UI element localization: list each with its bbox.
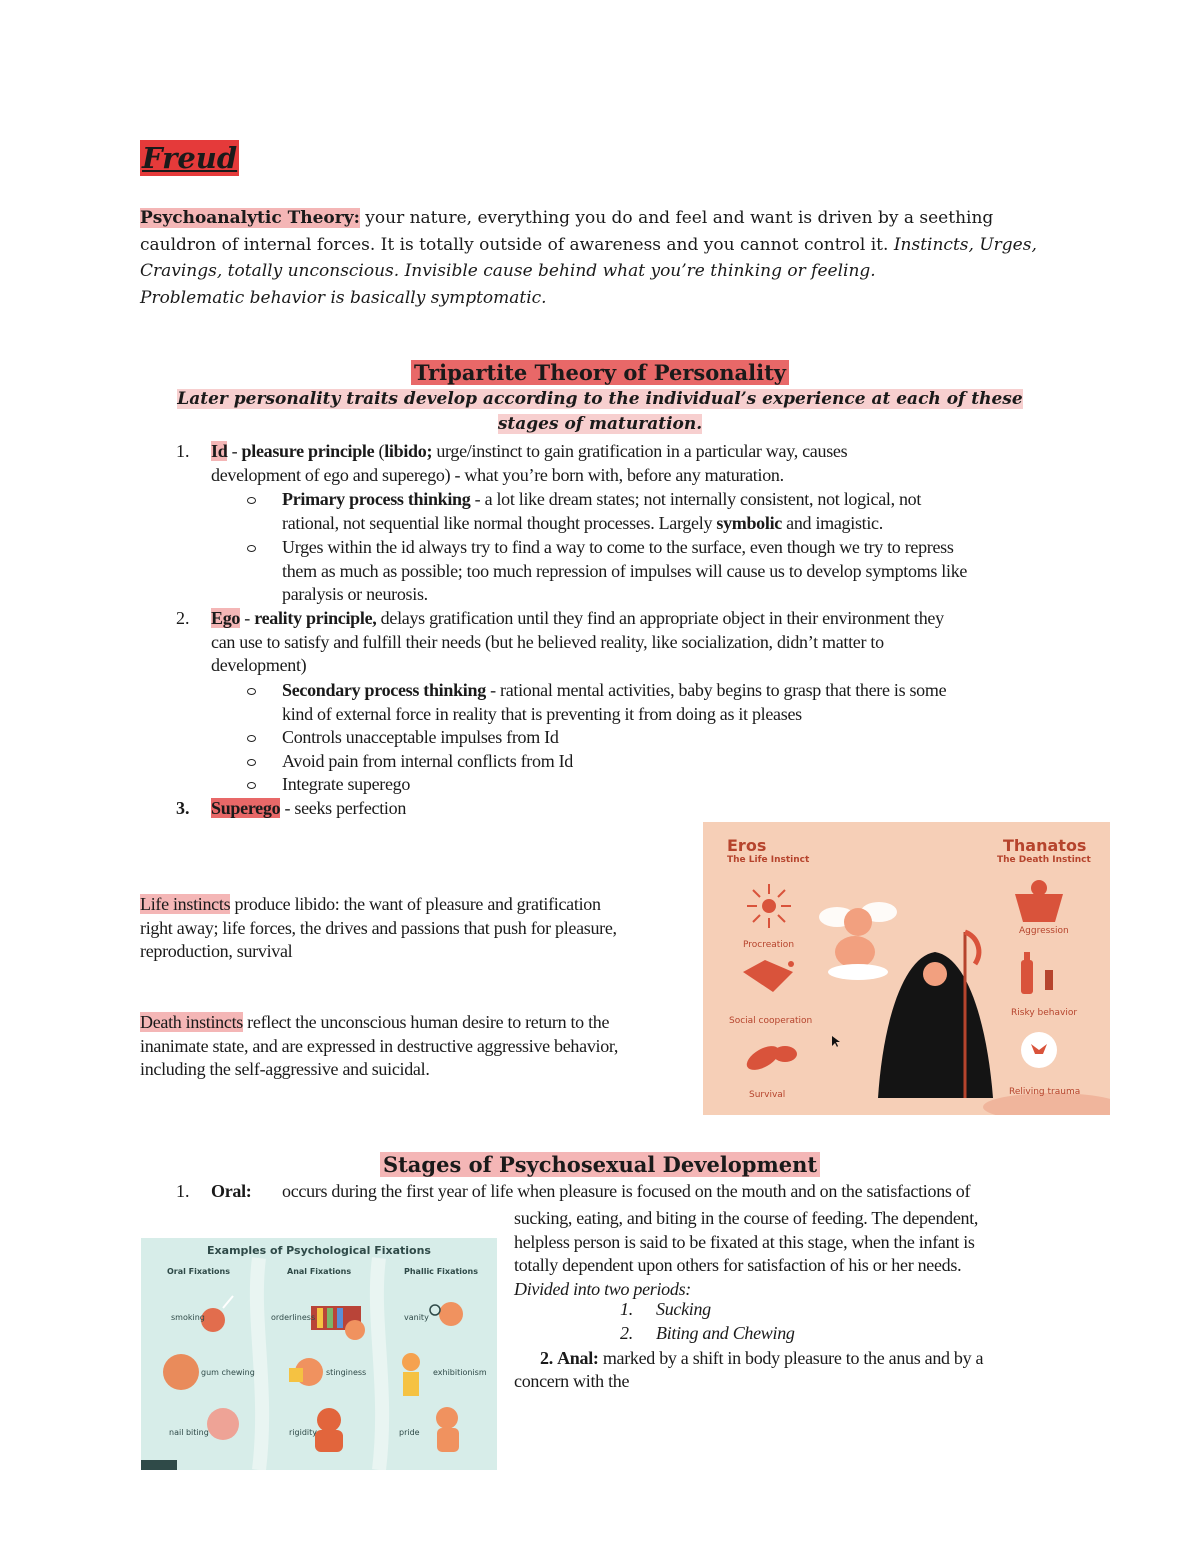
oral-fixation-label-2: gum chewing <box>201 1368 255 1377</box>
ego-item <box>211 607 1091 678</box>
death-figure-icon <box>878 932 993 1098</box>
intro-text-3: Cravings, totally unconscious. Invisible cause behind what you’re thinking or feeling. <box>140 261 876 281</box>
ego-principle: reality principle, <box>254 608 377 628</box>
eros-subtitle: The Life Instinct <box>727 855 810 865</box>
procreation-icon <box>747 884 791 928</box>
bullet-icon <box>247 782 256 789</box>
ego-b1-line2: kind of external force in reality that is preventing it from doing as it pleases <box>282 703 802 724</box>
death-line-3: including the self-aggressive and suicidal. <box>140 1059 430 1079</box>
oral-fixation-label-1: smoking <box>171 1313 205 1322</box>
list-number-superego: 3. <box>176 798 190 818</box>
intro-text-2b: Instincts, Urges, <box>893 234 1037 255</box>
oral-sub-2-num: 2. <box>620 1323 633 1343</box>
id-b2-line2: them as much as possible; too much repression of impulses will cause us to develop symptoms like <box>282 560 968 581</box>
pride-icon <box>436 1407 459 1452</box>
oral-line-2: sucking, eating, and biting in the course of feeding. The dependent, <box>514 1208 979 1228</box>
death-line-1: reflect the unconscious human desire to return to the <box>242 1012 610 1032</box>
life-instincts-term: Life instincts <box>140 894 231 914</box>
oral-paragraph <box>514 1207 1084 1301</box>
id-b2-line1: Urges within the id always try to find a way to come to the surface, even though we try to repress <box>282 537 954 557</box>
id-b1-symbolic: symbolic <box>716 512 782 533</box>
oral-sub-1-text <box>656 1298 711 1322</box>
intro-text-2a: cauldron of internal forces. It is totally outside of awareness and you cannot control it. <box>140 234 894 255</box>
oral-sub-2-text <box>656 1322 795 1346</box>
ego-line-3: development) <box>211 655 307 675</box>
id-rest-1: urge/instinct to gain gratification in a particular way, causes <box>432 441 848 461</box>
ego-bullet-1 <box>282 679 1082 726</box>
bullet-icon <box>247 688 256 695</box>
eros-thanatos-figure <box>703 822 1110 1115</box>
anal-fixations-heading: Anal Fixations <box>287 1267 352 1276</box>
tripartite-sub-2: stages of maturation. <box>497 414 703 434</box>
life-line-2: right away; life forces, the drives and passions that push for pleasure, <box>140 917 617 938</box>
anal-fixation-label-2: stinginess <box>326 1368 367 1377</box>
oral-term-line <box>211 1180 252 1204</box>
thanatos-subtitle: The Death Instinct <box>997 855 1091 865</box>
oral-sub-1-label: Sucking <box>656 1299 711 1319</box>
ego-line-2: can use to satisfy and fulfill their needs (but he believed reality, like socialization, didn’t matter to <box>211 631 884 652</box>
oral-line-4: totally dependent upon others for satisfaction of his or her needs. <box>514 1255 962 1275</box>
id-b1-term: Primary process thinking <box>282 489 471 509</box>
oral-term: Oral: <box>211 1181 252 1201</box>
exhibitionism-icon <box>402 1353 420 1396</box>
list-number-oral: 1. <box>176 1181 190 1201</box>
ego-term: Ego <box>211 608 241 628</box>
superego-term: Superego <box>211 798 281 818</box>
eros-label-3: Survival <box>749 1090 786 1100</box>
anal-term: Anal: <box>557 1348 599 1368</box>
anal-line-2: concern with the <box>514 1371 630 1391</box>
document-title: Freud <box>142 141 238 175</box>
anal-item <box>540 1347 1100 1371</box>
ego-b1-term: Secondary process thinking <box>282 680 486 700</box>
ego-b1-rest: - rational mental activities, baby begins to grasp that there is some <box>485 680 947 700</box>
oral-fixation-label-3: nail biting <box>169 1428 209 1437</box>
superego-item <box>211 797 406 821</box>
id-item <box>211 440 1091 487</box>
id-sep: - <box>227 441 242 461</box>
eros-label-2: Social cooperation <box>729 1016 813 1026</box>
cupid-icon <box>819 902 897 980</box>
ego-rest-1: delays gratification until they find an appropriate object in their environment they <box>376 608 944 628</box>
eros-thanatos-illustration <box>703 822 1110 1115</box>
life-line-1: produce libido: the want of pleasure and gratification <box>230 894 601 914</box>
intro-paragraph <box>140 205 1060 311</box>
list-number-id: 1. <box>176 441 190 461</box>
bullet-icon <box>247 759 256 766</box>
id-b2-line3: paralysis or neurosis. <box>282 584 428 604</box>
oral-line-5: Divided into two periods: <box>514 1278 691 1299</box>
bottle-icon <box>1021 952 1053 994</box>
oral-sub-1-num: 1. <box>620 1299 633 1319</box>
eros-label-1: Procreation <box>743 940 795 950</box>
tripartite-subheading <box>0 387 1200 437</box>
intro-term: Psychoanalytic Theory: <box>140 208 360 228</box>
phallic-fixation-label-1: vanity <box>404 1313 429 1322</box>
oral-sub-2-label: Biting and Chewing <box>656 1323 795 1343</box>
anal-fixation-label-1: orderliness <box>271 1313 316 1322</box>
eros-title: Eros <box>727 836 767 855</box>
thanatos-label-1: Aggression <box>1019 926 1069 936</box>
id-bullet-2 <box>282 536 1082 607</box>
intro-text-4: Problematic behavior is basically symptomatic. <box>140 287 547 308</box>
intro-text-1: your nature, everything you do and feel and want is driven by a seething <box>359 208 994 228</box>
thanatos-label-3: Reliving trauma <box>1009 1087 1081 1097</box>
phallic-fixations-heading: Phallic Fixations <box>404 1267 478 1276</box>
id-principle: pleasure principle <box>241 441 375 461</box>
fixations-figure <box>141 1238 497 1470</box>
thanatos-label-2: Risky behavior <box>1011 1008 1078 1018</box>
life-line-3: reproduction, survival <box>140 941 293 961</box>
anal-num: 2. <box>540 1348 553 1368</box>
id-libido: libido; <box>384 441 433 461</box>
id-b1-rest: - a lot like dream states; not internally consistent, not logical, not <box>470 489 922 509</box>
fixations-title: Examples of Psychological Fixations <box>207 1244 431 1257</box>
gum-chewing-icon <box>163 1354 199 1390</box>
id-term: Id <box>211 441 228 461</box>
anal-line-1: marked by a shift in body pleasure to the anus and by a <box>598 1348 984 1368</box>
aggression-icon <box>1015 880 1063 922</box>
id-paren: ( <box>374 441 385 461</box>
anal-fixation-label-3: rigidity <box>289 1428 317 1437</box>
stages-heading: Stages of Psychosexual Development <box>380 1152 820 1177</box>
oral-fixations-heading: Oral Fixations <box>167 1267 230 1276</box>
id-b1-line2a: rational, not sequential like normal thought processes. Largely <box>282 512 717 533</box>
bullet-icon <box>247 735 256 742</box>
death-instincts-term: Death instincts <box>140 1012 243 1032</box>
death-line-2: inanimate state, and are expressed in destructive aggressive behavior, <box>140 1035 619 1056</box>
tripartite-heading: Tripartite Theory of Personality <box>411 360 789 385</box>
id-b1-line2b: and imagistic. <box>781 512 883 533</box>
bullet-icon <box>247 497 256 504</box>
phallic-fixation-label-2: exhibitionism <box>433 1368 487 1377</box>
superego-rest: - seeks perfection <box>280 798 407 818</box>
id-bullet-1 <box>282 488 1082 535</box>
tripartite-sub-1: Later personality traits develop according to the individual’s experience at each of these <box>177 389 1023 409</box>
oral-line-1: occurs during the first year of life when pleasure is focused on the mouth and on the satisfactions of <box>282 1181 971 1201</box>
bullet-icon <box>247 545 256 552</box>
ego-sep: - <box>240 608 255 628</box>
death-instincts-paragraph <box>140 1011 700 1082</box>
oral-sub-2 <box>620 1322 633 1346</box>
trauma-icon <box>1021 1032 1057 1068</box>
handshake-icon <box>743 960 794 992</box>
ego-bullet-4: Integrate superego <box>282 774 411 794</box>
id-line-2: development of ego and superego) - what you’re born with, before any maturation. <box>211 464 784 485</box>
nail-biting-icon <box>207 1408 239 1440</box>
ego-bullet-2: Controls unacceptable impulses from Id <box>282 727 559 747</box>
food-icon <box>743 1041 797 1075</box>
oral-sub-1 <box>620 1298 633 1322</box>
thanatos-title: Thanatos <box>1003 836 1087 855</box>
oral-line-3: helpless person is said to be fixated at this stage, when the infant is <box>514 1231 975 1252</box>
ego-bullet-3: Avoid pain from internal conflicts from Id <box>282 751 573 771</box>
mouse-cursor-icon <box>832 1036 840 1048</box>
list-number-ego: 2. <box>176 608 190 628</box>
life-instincts-paragraph <box>140 893 700 964</box>
phallic-fixation-label-3: pride <box>399 1428 420 1437</box>
